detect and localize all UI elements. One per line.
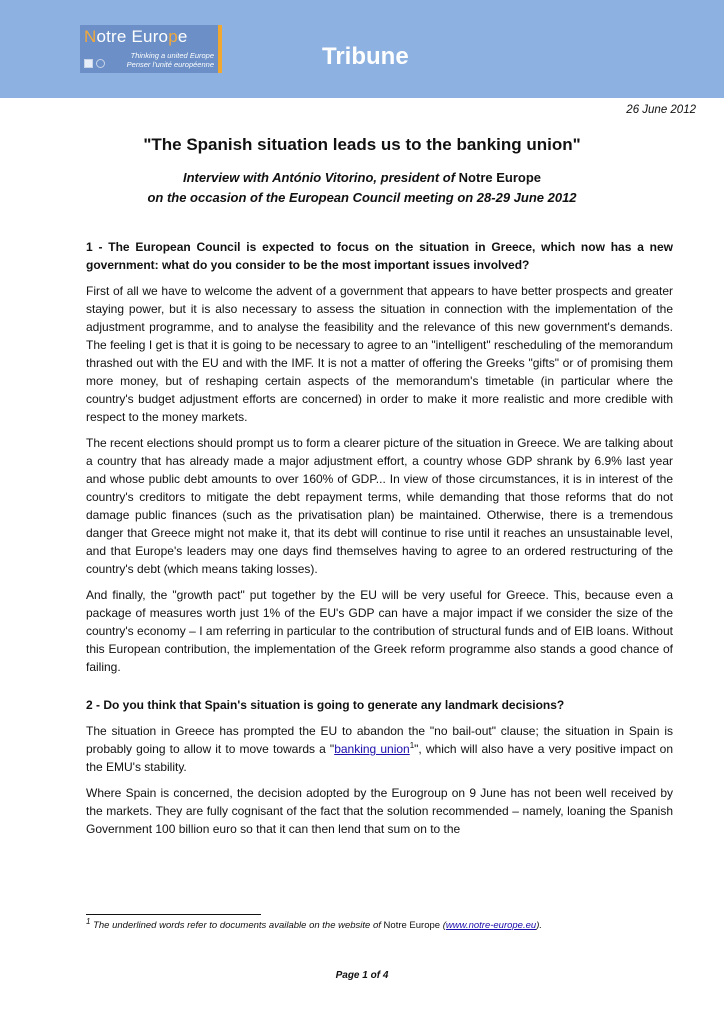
logo-circle-icon xyxy=(96,59,105,68)
paragraph-text: ", which will also have a very positive impact on the EMU's stability. xyxy=(86,742,674,774)
logo-text-end: e xyxy=(177,27,188,46)
paragraph-text: The situation in Greece has prompted the EU to abandon the "no bail-out" clause; the situation in Spain is probably going to allow it to move towards a " xyxy=(86,724,673,756)
document-title: "The Spanish situation leads us to the banking union" xyxy=(143,135,581,154)
footnote xyxy=(86,916,542,931)
document-date: 26 June 2012 xyxy=(626,104,696,116)
logo-letter-n: N xyxy=(84,27,97,46)
page-number: Page 1 of 4 xyxy=(335,970,389,981)
subtitle-text: Interview with António Vitorino, president of xyxy=(183,170,459,185)
section-label: Tribune xyxy=(322,43,409,70)
logo-tagline xyxy=(127,52,214,69)
logo-tagline-en: Thinking a united Europe xyxy=(130,51,214,60)
notre-europe-logo xyxy=(80,25,218,73)
footnote-org: Notre Europe xyxy=(383,920,441,931)
answer-paragraph: First of all we have to welcome the advent of a government that appears to have better prospects and greater staying power, but it is also necessary to assess the situation in connection with the implementation of the adjustment programme, and to analyse the feasibility and the relevance of this new government's demands. The feeling I get is that it is going to be necessary to agree to an "intelligent" rescheduling of the memorandum thrashed out with the EU and with the IMF. It is not a matter of offering the Greeks "gifts" or of promising them more money, but of reshaping certain aspects of the memorandum's timetable (in particular where the country's budget adjustment efforts are concerned) in order to make it more realistic and more credible with respect to the money markets. xyxy=(86,284,673,424)
footnote-divider xyxy=(86,914,261,915)
question-1: 1 - The European Council is expected to focus on the situation in Greece, which now has a new government: what do you consider to be the most important issues involved? xyxy=(86,240,673,272)
logo-text: otre Euro xyxy=(96,27,169,46)
subtitle-org: Notre Europe xyxy=(458,170,541,185)
website-link[interactable]: www.notre-europe.eu xyxy=(445,920,537,931)
question-2: 2 - Do you think that Spain's situation is going to generate any landmark decisions? xyxy=(86,698,565,712)
footnote-ref[interactable]: 1 xyxy=(409,741,415,750)
answer-paragraph: And finally, the "growth pact" put together by the EU will be very useful for Greece. This, because even a package of measures worth just 1% of the EU's GDP can have a major impact if we consider the size of the country's economy – I am referring in particular to the contribution of structural funds and of EIB loans. Without this European contribution, the implementation of the Greek reform programme also stands a good chance of failing. xyxy=(86,588,673,674)
footnote-paren: ( xyxy=(440,920,446,931)
answer-paragraph xyxy=(86,722,673,776)
footnote-text: The underlined words refer to documents available on the website of xyxy=(90,920,384,931)
logo-title xyxy=(84,27,188,47)
document-body xyxy=(86,238,673,846)
answer-paragraph: Where Spain is concerned, the decision adopted by the Eurogroup on 9 June has not been well received by the markets. They are fully cognisant of the fact that the solution recommended – namely, loaning the Spanish Government 100 billion euro so that it can then lend that sum on to the xyxy=(86,786,673,836)
footnote-marker: 1 xyxy=(86,916,91,926)
answer-paragraph: The recent elections should prompt us to form a clearer picture of the situation in Greece. We are talking about a country that has already made a major adjustment effort, a country whose GDP shrank by 6.9% last year and whose public debt amounts to over 160% of GDP... In view of those circumstances, it is in interest of the country's creditors to mitigate the debt repayment terms, while demanding that those reforms that do not damage public finances (such as the privatisation plan) be maintained. Otherwise, there is a tremendous danger that Greece might not make it, that its debt will continue to rise until it reaches an unsustainable level, and that Europe's leaders may one days find themselves having to agree to an ordered restructuring of the country's debt (which means taking losses). xyxy=(86,436,673,576)
subtitle-line-2: on the occasion of the European Council meeting on 28-29 June 2012 xyxy=(147,190,577,205)
logo-square-icon xyxy=(84,59,93,68)
banking-union-link[interactable]: banking union xyxy=(334,742,410,756)
logo-letter-p: p xyxy=(168,27,178,46)
header-banner xyxy=(0,0,724,98)
document-subtitle xyxy=(0,168,724,208)
footnote-paren: ). xyxy=(536,920,542,931)
logo-accent-bar xyxy=(218,25,222,73)
logo-tagline-fr: Penser l'unité européenne xyxy=(126,59,214,69)
